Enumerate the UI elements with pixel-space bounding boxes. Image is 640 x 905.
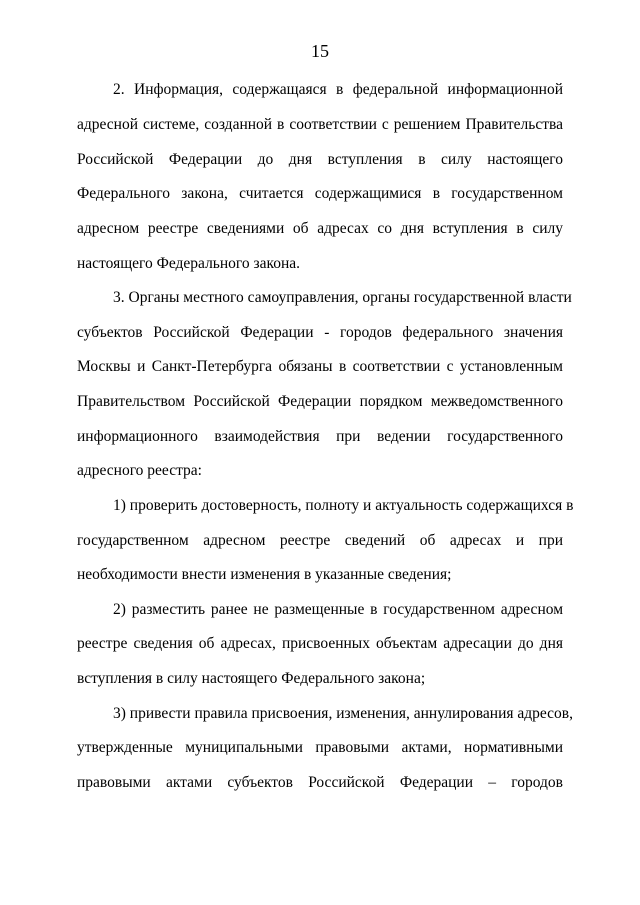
paragraph-2-line-1: 2. Информация, содержащаяся в федеральной информационной [113,81,563,98]
paragraph-2-line-2: адресной системе, созданной в соответствии с решением Правительства [77,116,563,133]
paragraph-2-line-4: Федерального закона, считается содержащимися в государственном [77,185,563,202]
paragraph-3-line-6: адресного реестра: [77,462,202,479]
paragraph-3-line-4: Правительством Российской Федерации порядком межведомственного [77,393,563,410]
item-1-line-2: государственном адресном реестре сведений об адресах и при [77,532,563,549]
paragraph-3-line-1: 3. Органы местного самоуправления, органы государственной власти [113,289,572,306]
item-2-line-3: вступления в силу настоящего Федерального закона; [77,670,426,687]
item-2-line-1: 2) разместить ранее не размещенные в государственном адресном [113,601,563,618]
page-number: 15 [311,41,329,61]
item-3-line-2: утвержденные муниципальными правовыми актами, нормативными [77,739,563,756]
item-1-line-3: необходимости внести изменения в указанные сведения; [77,566,452,583]
paragraph-2-line-5: адресном реестре сведениями об адресах со дня вступления в силу [77,220,563,237]
paragraph-3-line-2: субъектов Российской Федерации - городов федерального значения [77,324,563,341]
paragraph-3-line-3: Москвы и Санкт-Петербурга обязаны в соответствии с установленным [77,358,563,375]
paragraph-3-line-5: информационного взаимодействия при ведении государственного [77,428,563,445]
item-1-line-1: 1) проверить достоверность, полноту и актуальность содержащихся в [113,497,574,514]
item-2-line-2: реестре сведения об адресах, присвоенных объектам адресации до дня [77,635,563,652]
paragraph-2-line-3: Российской Федерации до дня вступления в силу настоящего [77,151,563,168]
paragraph-2-line-6: настоящего Федерального закона. [77,255,301,272]
item-3-line-3: правовыми актами субъектов Российской Федерации – городов [77,774,563,791]
item-3-line-1: 3) привести правила присвоения, изменения, аннулирования адресов, [113,705,573,722]
